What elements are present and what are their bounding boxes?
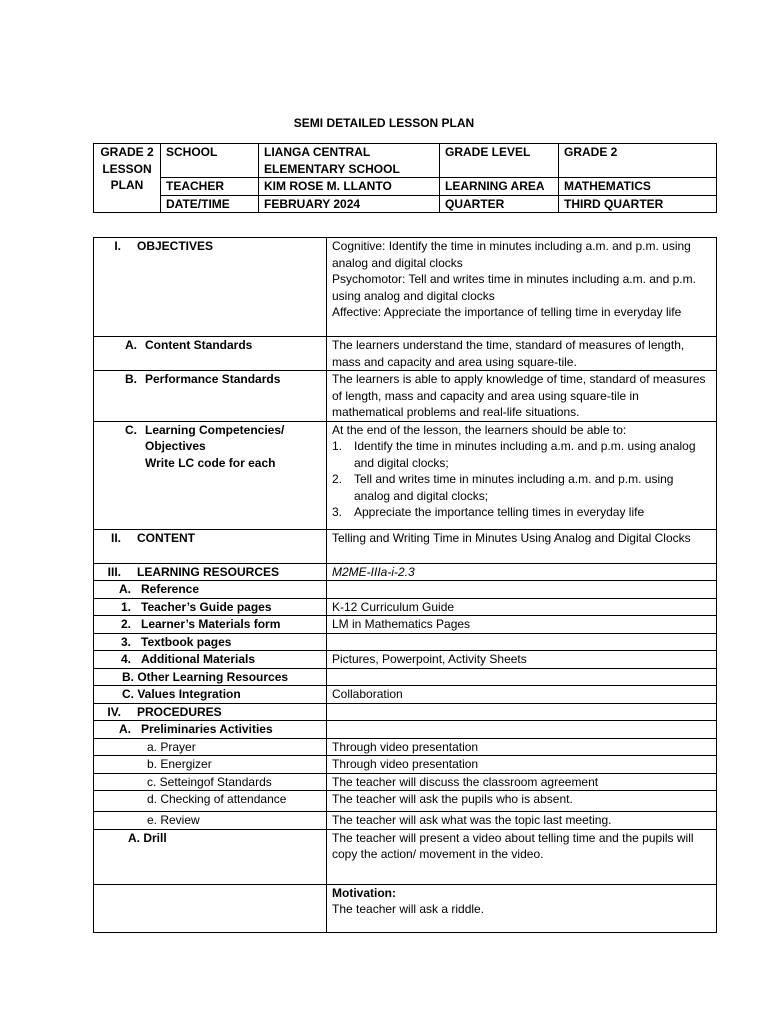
attendance-value: The teacher will ask the pupils who is absent. xyxy=(327,791,717,812)
objectives-label-cell xyxy=(94,238,327,337)
table-row: 3. Textbook pages xyxy=(94,633,717,651)
school-label: SCHOOL xyxy=(161,144,259,178)
standards-value: The teacher will discuss the classroom agreement xyxy=(327,773,717,791)
table-row xyxy=(94,812,717,830)
section-letter: A. xyxy=(125,338,137,352)
table-row: A. Preliminaries Activities xyxy=(94,721,717,739)
learners-materials-label: Learner’s Materials form xyxy=(141,617,281,631)
table-row xyxy=(94,686,717,704)
energizer-label: b. Energizer xyxy=(147,757,212,771)
attendance-label: d. Checking of attendance xyxy=(147,792,287,806)
preliminaries-label: Preliminaries Activities xyxy=(141,722,273,736)
table-row xyxy=(94,371,717,422)
table-row xyxy=(94,421,717,529)
table-row xyxy=(94,563,717,581)
table-row: 4. Additional Materials Pictures, Powerpoint, Activity Sheets xyxy=(94,651,717,669)
learners-materials-value: LM in Mathematics Pages xyxy=(327,616,717,634)
other-resources-value xyxy=(327,668,717,686)
objective-affective: Affective: Appreciate the importance of telling time in everyday life xyxy=(332,305,682,319)
additional-materials-value: Pictures, Powerpoint, Activity Sheets xyxy=(327,651,717,669)
drill-label: A. Drill xyxy=(128,830,167,845)
content-value: Telling and Writing Time in Minutes Using Analog and Digital Clocks xyxy=(327,529,717,563)
standards-label: c. Setteingof Standards xyxy=(147,774,272,789)
values-integration-label: C. Values Integration xyxy=(122,687,241,701)
objective-cognitive: Cognitive: Identify the time in minutes including a.m. and p.m. using analog and digital clocks xyxy=(332,239,691,270)
table-row xyxy=(94,703,717,721)
table-row xyxy=(94,337,717,371)
section-letter: C. xyxy=(125,422,137,437)
quarter-label: QUARTER xyxy=(440,195,559,213)
lesson-plan-table xyxy=(93,237,717,933)
teacher-value: KIM ROSE M. LLANTO xyxy=(259,178,440,196)
section-number: I. xyxy=(114,239,121,253)
lc-code: M2ME-IIIa-i-2.3 xyxy=(327,563,717,581)
table-row xyxy=(94,668,717,686)
motivation-label: Motivation: xyxy=(332,885,396,900)
review-value: The teacher will ask what was the topic last meeting. xyxy=(327,812,717,830)
table-row xyxy=(94,738,717,756)
header-table xyxy=(93,143,717,213)
objective-psychomotor: Psychomotor: Tell and writes time in minutes including a.m. and p.m. using analog and digital clocks xyxy=(332,272,696,303)
section-number: IV. xyxy=(107,704,121,719)
competencies-label-objectives: Objectives xyxy=(145,439,206,453)
textbook-value xyxy=(327,633,717,651)
section-number: III. xyxy=(107,564,121,579)
competencies-list xyxy=(332,438,711,521)
table-row xyxy=(94,238,717,337)
textbook-label: Textbook pages xyxy=(141,634,232,649)
review-label: e. Review xyxy=(147,813,200,827)
procedures-label: PROCEDURES xyxy=(137,704,222,719)
content-label: CONTENT xyxy=(137,530,195,545)
list-item: 1. Identify the time in minutes including a.m. and p.m. using analog and digital clocks; xyxy=(332,439,696,470)
document-title: SEMI DETAILED LESSON PLAN xyxy=(293,116,475,130)
teachers-guide-value: K-12 Curriculum Guide xyxy=(327,598,717,616)
content-standards-value: The learners understand the time, standard of measures of length, mass and capacity and area using square-tile. xyxy=(327,337,717,371)
reference-label: Reference xyxy=(141,582,200,596)
performance-standards-label: Performance Standards xyxy=(145,372,281,386)
table-row xyxy=(94,756,717,774)
objectives-label: OBJECTIVES xyxy=(137,239,214,253)
school-value: LIANGA CENTRAL ELEMENTARY SCHOOL xyxy=(259,144,440,178)
learning-area-value: MATHEMATICS xyxy=(559,178,717,196)
list-item: 2. Tell and writes time in minutes including a.m. and p.m. using analog and digital clocks; xyxy=(332,472,674,503)
list-item: 3. Appreciate the importance telling times in everyday life xyxy=(332,505,645,519)
values-integration-value: Collaboration xyxy=(327,686,717,704)
table-row: 2. Learner’s Materials form LM in Mathematics Pages xyxy=(94,616,717,634)
table-row xyxy=(94,829,717,884)
competencies-label-lc-code: Write LC code for each xyxy=(145,455,276,470)
prayer-value: Through video presentation xyxy=(327,738,717,756)
table-row: A. Reference xyxy=(94,581,717,599)
additional-materials-label: Additional Materials xyxy=(141,652,256,666)
energizer-value: Through video presentation xyxy=(327,756,717,774)
table-row xyxy=(94,884,717,932)
learning-area-label: LEARNING AREA xyxy=(440,178,559,196)
table-row xyxy=(94,773,717,791)
objectives-value-cell xyxy=(327,238,717,337)
table-row xyxy=(94,791,717,812)
teacher-label: TEACHER xyxy=(161,178,259,196)
table-row xyxy=(94,529,717,563)
competencies-intro: At the end of the lesson, the learners should be able to: xyxy=(332,422,627,437)
plan-label: GRADE 2 LESSON PLAN xyxy=(94,144,161,213)
date-value: FEBRUARY 2024 xyxy=(259,195,440,213)
content-standards-label: Content Standards xyxy=(145,338,253,352)
table-row: 1. Teacher’s Guide pages K-12 Curriculum Guide xyxy=(94,598,717,616)
date-label: DATE/TIME xyxy=(161,195,259,213)
section-letter: B. xyxy=(125,372,137,386)
competencies-label: Learning Competencies/ xyxy=(145,422,285,437)
teachers-guide-label: Teacher’s Guide pages xyxy=(141,599,272,614)
motivation-value: The teacher will ask a riddle. xyxy=(332,902,485,916)
quarter-value: THIRD QUARTER xyxy=(559,195,717,213)
grade-level-label: GRADE LEVEL xyxy=(440,144,559,178)
drill-value: The teacher will present a video about telling time and the pupils will copy the action/ movement in the video. xyxy=(327,829,717,884)
resources-label: LEARNING RESOURCES xyxy=(137,564,280,579)
grade-level-value: GRADE 2 xyxy=(559,144,717,178)
performance-standards-value: The learners is able to apply knowledge of time, standard of measures of length, mass and capacity and area using square-tile in mathematical problems and real-life situations. xyxy=(327,371,717,422)
prayer-label: a. Prayer xyxy=(147,739,196,754)
section-number: II. xyxy=(110,530,121,545)
other-resources-label: B. Other Learning Resources xyxy=(122,669,289,684)
